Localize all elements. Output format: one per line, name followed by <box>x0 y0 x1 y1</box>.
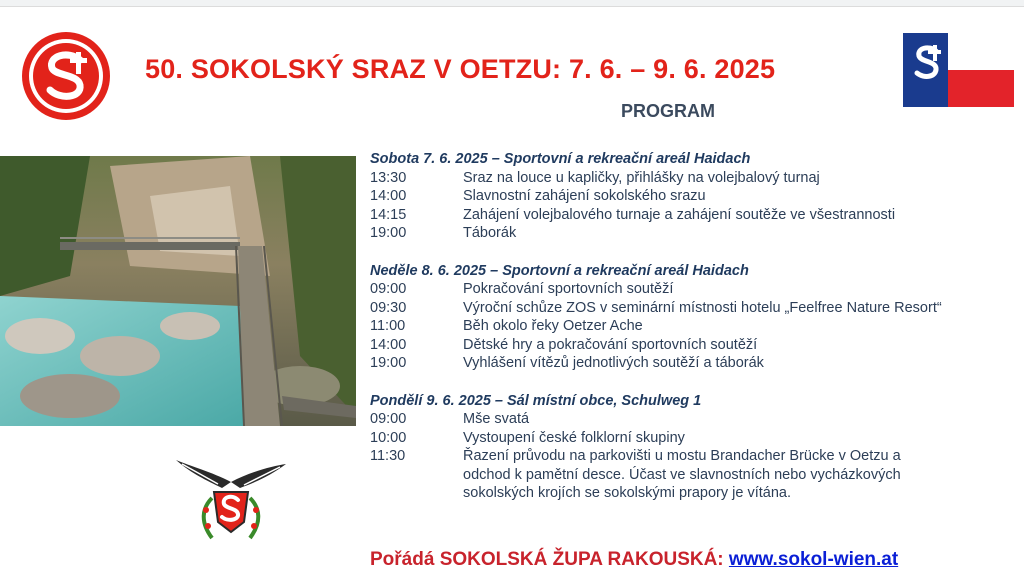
description: Výroční schůze ZOS v seminární místnosti hotelu „Feelfree Nature Resort“ <box>463 299 942 316</box>
program-heading: PROGRAM <box>621 101 715 121</box>
page-title: 50. SOKOLSKÝ SRAZ V OETZU: 7. 6. – 9. 6. 2025 <box>145 54 776 84</box>
description: Slavnostní zahájení sokolského srazu <box>463 188 706 204</box>
sokol-flag-icon <box>903 33 1014 107</box>
falcon-emblem-icon <box>172 452 290 550</box>
program-row <box>370 224 1010 243</box>
time: 11:30 <box>370 448 406 464</box>
website-link[interactable]: www.sokol-wien.at <box>728 549 899 570</box>
description: Řazení průvodu na parkovišti u mostu Brandacher Brücke v Oetzu a odchod k pamětní desce. Účast ve slavnostních nebo vycházkových sokolských krojích se sokolskými prapory je vítána. <box>463 448 901 501</box>
time: 14:00 <box>370 188 407 204</box>
program-list <box>370 150 1010 522</box>
time: 13:30 <box>370 169 407 186</box>
program-row <box>370 447 1010 503</box>
program-row <box>370 169 1010 188</box>
program-day-3 <box>370 392 1010 503</box>
description: Pokračování sportovních soutěží <box>463 281 674 297</box>
time: 10:00 <box>370 429 407 446</box>
time: 11:00 <box>370 318 406 334</box>
organizer-label: Pořádá SOKOLSKÁ ŽUPA RAKOUSKÁ: <box>370 549 729 570</box>
description: Mše svatá <box>463 411 530 427</box>
description: Sraz na louce u kapličky, přihlášky na volejbalový turnaj <box>463 169 820 186</box>
time: 19:00 <box>370 355 407 371</box>
day-heading: Pondělí 9. 6. 2025 – Sál místní obce, Schulweg 1 <box>370 392 702 409</box>
description: Vystoupení české folklorní skupiny <box>463 429 685 446</box>
day-heading: Sobota 7. 6. 2025 – Sportovní a rekreační areál Haidach <box>370 151 751 167</box>
browser-top-strip <box>0 0 1024 7</box>
program-row <box>370 429 1010 448</box>
organizer-footer <box>370 549 898 571</box>
program-row <box>370 206 1010 225</box>
program-row <box>370 317 1010 336</box>
program-day-1 <box>370 150 1010 243</box>
program-row <box>370 280 1010 299</box>
description: Běh okolo řeky Oetzer Ache <box>463 318 643 334</box>
river-gorge-photo <box>0 156 356 426</box>
program-day-2 <box>370 262 1010 373</box>
time: 19:00 <box>370 225 407 241</box>
time: 09:00 <box>370 281 407 297</box>
time: 14:15 <box>370 206 407 223</box>
program-row <box>370 299 1010 318</box>
program-row <box>370 336 1010 355</box>
time: 09:00 <box>370 411 407 427</box>
program-row <box>370 187 1010 206</box>
day-heading: Neděle 8. 6. 2025 – Sportovní a rekreační areál Haidach <box>370 262 749 279</box>
sokol-logo-icon <box>20 30 112 122</box>
description: Vyhlášení vítězů jednotlivých soutěží a táborák <box>463 355 764 371</box>
time: 09:30 <box>370 299 407 316</box>
description: Zahájení volejbalového turnaje a zahájení soutěže ve všestrannosti <box>463 206 896 223</box>
program-row <box>370 354 1010 373</box>
time: 14:00 <box>370 336 407 353</box>
description: Táborák <box>463 225 517 241</box>
program-row <box>370 410 1010 429</box>
description: Dětské hry a pokračování sportovních soutěží <box>463 336 758 353</box>
